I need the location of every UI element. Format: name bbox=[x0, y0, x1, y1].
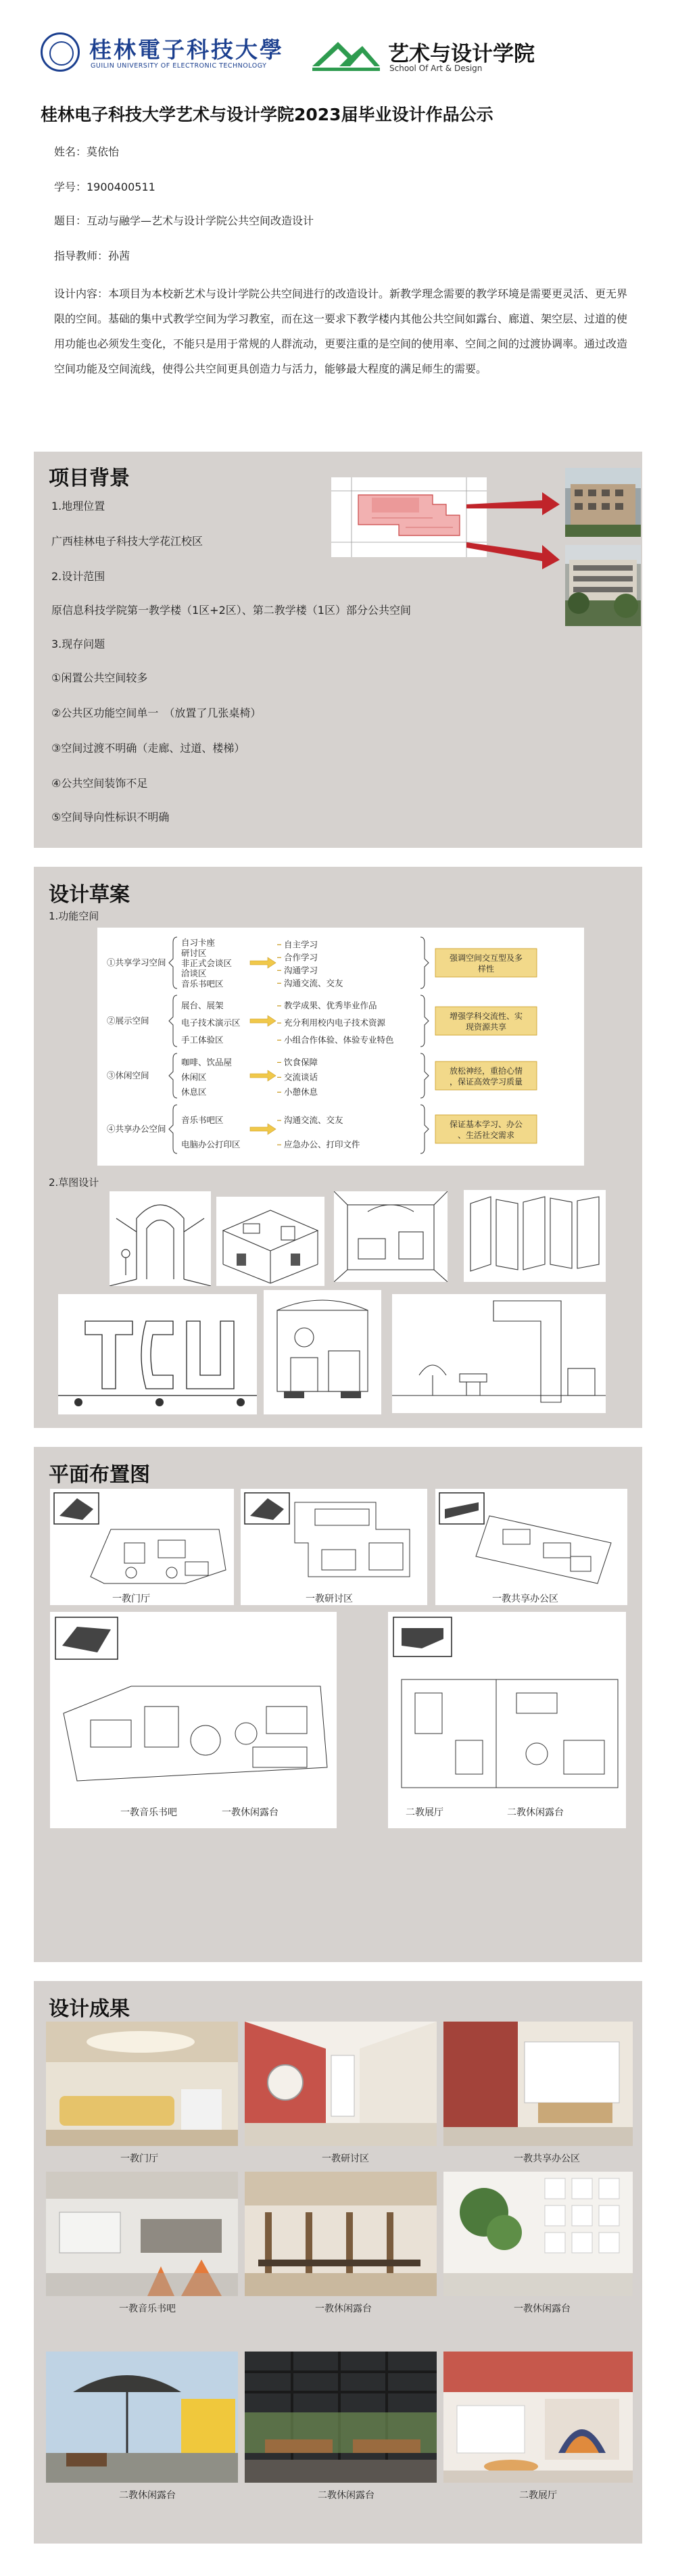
university-name-en: GUILIN UNIVERSITY OF ELECTRONIC TECHNOLOGY bbox=[91, 62, 267, 70]
background-item: 1.地理位置 bbox=[51, 500, 105, 512]
page-title: 桂林电子科技大学艺术与设计学院2023届毕业设计作品公示 bbox=[41, 105, 493, 124]
background-item: 广西桂林电子科技大学花江校区 bbox=[51, 535, 203, 548]
background-item: ①闲置公共空间较多 bbox=[51, 671, 148, 684]
background-title: 项目背景 bbox=[49, 467, 130, 490]
sketch-axonometric bbox=[216, 1197, 324, 1286]
plan-caption: 一教音乐书吧 bbox=[120, 1807, 177, 1818]
diagram-space-item: 休闲区 bbox=[181, 1072, 207, 1082]
render-caption: 一教门厅 bbox=[120, 2153, 158, 2164]
plan-card bbox=[50, 1489, 234, 1605]
college-name-en: School Of Art & Design bbox=[389, 64, 483, 73]
plan-caption: 二教展厅 bbox=[406, 1807, 443, 1818]
plan-drawing bbox=[50, 1489, 234, 1590]
background-item: ⑤空间导向性标识不明确 bbox=[51, 811, 170, 824]
diagram-function-item: 沟通学习 bbox=[284, 965, 318, 976]
diagram-space-item: 手工体验区 bbox=[181, 1034, 224, 1045]
student-name: 姓名：莫依怡 bbox=[54, 145, 120, 158]
diagram-space-item: 洽谈区 bbox=[181, 968, 207, 979]
university-name-cn: 桂林電子科技大學 bbox=[89, 37, 284, 63]
diagram-function-item: 沟通交流、交友 bbox=[284, 978, 343, 988]
diagram-space-item: 音乐书吧区 bbox=[181, 1115, 224, 1126]
background-item: ④公共空间装饰不足 bbox=[51, 777, 148, 790]
design-description: 设计内容：本项目为本校新艺术与设计学院公共空间进行的改造设计。新教学理念需要的教学环境是需要更灵活、更无界限的空间。基础的集中式教学空间为学习教室，而在这一要求下教学楼内其他公共空间如露台、廊道、架空层、过道的使用功能也必须发生变化，不能只是用于常规的人群流动，更要注重的是空间的使用率、空间之间的过渡协调率。通过改造空间功能及空间流线，使得公共空间更具创造力与活力，能够最大程度的满足师生的需要。 bbox=[54, 287, 628, 375]
plan-card bbox=[50, 1612, 337, 1828]
diagram-space-item: 非正式会谈区 bbox=[181, 958, 233, 969]
render-image bbox=[46, 2022, 238, 2146]
site-map bbox=[331, 477, 487, 557]
plan-drawing bbox=[241, 1489, 427, 1590]
background-item: ③空间过渡不明确（走廊、过道、楼梯） bbox=[51, 742, 245, 755]
render-caption: 一教休闲露台 bbox=[315, 2304, 372, 2314]
sketch-cafe bbox=[264, 1290, 381, 1414]
plan-card bbox=[241, 1489, 427, 1605]
render-image bbox=[46, 2172, 238, 2296]
diagram-space-item: 自习卡座 bbox=[181, 937, 216, 948]
diagram-function-item: 充分利用校内电子技术资源 bbox=[284, 1018, 386, 1028]
render-image bbox=[46, 2352, 238, 2483]
diagram-function-item: 教学成果、优秀毕业作品 bbox=[284, 1000, 377, 1011]
diagram-function-item: 交流谈话 bbox=[284, 1072, 318, 1082]
diagram-function-item: 饮食保障 bbox=[284, 1057, 318, 1068]
sketch-panel bbox=[34, 867, 642, 1428]
function-diagram bbox=[97, 928, 584, 1166]
plan-title: 平面布置图 bbox=[49, 1463, 150, 1487]
university-logo bbox=[41, 32, 297, 74]
render-caption: 一教休闲露台 bbox=[514, 2304, 571, 2314]
diagram-space-item: 电子技术演示区 bbox=[181, 1018, 241, 1028]
diagram-space-item: 电脑办公打印区 bbox=[181, 1139, 241, 1150]
plan-drawing bbox=[50, 1612, 337, 1805]
sketch-screens bbox=[464, 1190, 606, 1282]
sketch-sub2: 2.草图设计 bbox=[49, 1176, 99, 1189]
campus-photo bbox=[565, 468, 641, 537]
diagram-group-label: ①共享学习空间 bbox=[107, 957, 166, 968]
student-id: 学号：1900400511 bbox=[54, 181, 155, 193]
arrow-icon bbox=[466, 485, 561, 587]
college-mark-icon bbox=[312, 37, 380, 72]
background-item: ②公共区功能空间单一 （放置了几张桌椅） bbox=[51, 707, 262, 719]
diagram-function-item: 应急办公、打印文件 bbox=[284, 1139, 360, 1150]
sketch-title: 设计草案 bbox=[49, 883, 130, 907]
background-panel bbox=[34, 452, 642, 848]
render-image bbox=[443, 2172, 633, 2296]
plan-caption: 一教共享办公区 bbox=[492, 1594, 558, 1604]
render-image bbox=[245, 2022, 437, 2146]
plan-caption: 一教休闲露台 bbox=[222, 1807, 279, 1818]
diagram-function-item: 自主学习 bbox=[284, 939, 318, 950]
result-panel bbox=[34, 1981, 642, 2544]
college-logo bbox=[312, 34, 542, 76]
diagram-note: 保证基本学习、办公、生活社交需求 bbox=[449, 1120, 523, 1140]
plan-caption: 一教门厅 bbox=[112, 1594, 150, 1604]
advisor: 指导教师：孙茜 bbox=[54, 249, 130, 262]
diagram-group-label: ③休闲空间 bbox=[107, 1070, 149, 1080]
background-item: 原信息科技学院第一教学楼（1区+2区）、第二教学楼（1区）部分公共空间 bbox=[51, 604, 411, 617]
diagram-group-label: ②展示空间 bbox=[107, 1016, 149, 1026]
render-image bbox=[443, 2022, 633, 2146]
render-image bbox=[245, 2172, 437, 2296]
background-item: 3.现存问题 bbox=[51, 638, 105, 650]
diagram-note: 放松神经，重拾心情，保证高效学习质量 bbox=[449, 1066, 523, 1087]
diagram-space-item: 咖啡、饮品屋 bbox=[181, 1057, 233, 1068]
project-topic: 题目：互动与融学—艺术与设计学院公共空间改造设计 bbox=[54, 214, 314, 227]
diagram-space-item: 休息区 bbox=[181, 1087, 207, 1097]
render-caption: 一教音乐书吧 bbox=[119, 2304, 176, 2314]
render-image bbox=[443, 2352, 633, 2483]
diagram-space-item: 展台、展架 bbox=[181, 1000, 224, 1011]
plan-caption: 一教研讨区 bbox=[306, 1594, 353, 1604]
campus-photo bbox=[565, 545, 641, 626]
plan-panel bbox=[34, 1447, 642, 1962]
sketch-interior bbox=[334, 1191, 448, 1282]
plan-drawing bbox=[435, 1489, 627, 1590]
background-item: 2.设计范围 bbox=[51, 570, 105, 583]
sketch-lettering bbox=[58, 1294, 257, 1414]
diagram-space-item: 研讨区 bbox=[181, 947, 207, 958]
render-caption: 二教休闲露台 bbox=[318, 2490, 375, 2501]
plan-drawing bbox=[388, 1612, 626, 1805]
render-caption: 二教展厅 bbox=[519, 2490, 557, 2501]
sketch-corridor bbox=[110, 1191, 211, 1286]
college-name-cn: 艺术与设计学院 bbox=[388, 42, 535, 66]
diagram-function-item: 沟通交流、交友 bbox=[284, 1115, 343, 1126]
render-caption: 一教研讨区 bbox=[322, 2153, 369, 2164]
plan-caption: 二教休闲露台 bbox=[507, 1807, 564, 1818]
diagram-note: 增强学科交流性、实现资源共享 bbox=[449, 1011, 523, 1032]
diagram-group-label: ④共享办公空间 bbox=[107, 1124, 166, 1134]
diagram-function-item: 合作学习 bbox=[284, 952, 318, 963]
plan-card bbox=[435, 1489, 627, 1605]
diagram-function-item: 小组合作体验、体验专业特色 bbox=[284, 1034, 394, 1045]
diagram-function-item: 小憩休息 bbox=[284, 1087, 318, 1097]
result-title: 设计成果 bbox=[49, 1997, 130, 2021]
diagram-space-item: 音乐书吧区 bbox=[181, 978, 224, 989]
plan-card bbox=[388, 1612, 626, 1828]
sketch-terrace bbox=[392, 1294, 606, 1413]
render-image bbox=[245, 2352, 437, 2483]
sketch-sub1: 1.功能空间 bbox=[49, 910, 99, 922]
university-seal-icon bbox=[41, 32, 80, 72]
render-caption: 二教休闲露台 bbox=[119, 2490, 176, 2501]
diagram-note: 强调空间交互型及多样性 bbox=[449, 953, 523, 974]
render-caption: 一教共享办公区 bbox=[514, 2153, 580, 2164]
